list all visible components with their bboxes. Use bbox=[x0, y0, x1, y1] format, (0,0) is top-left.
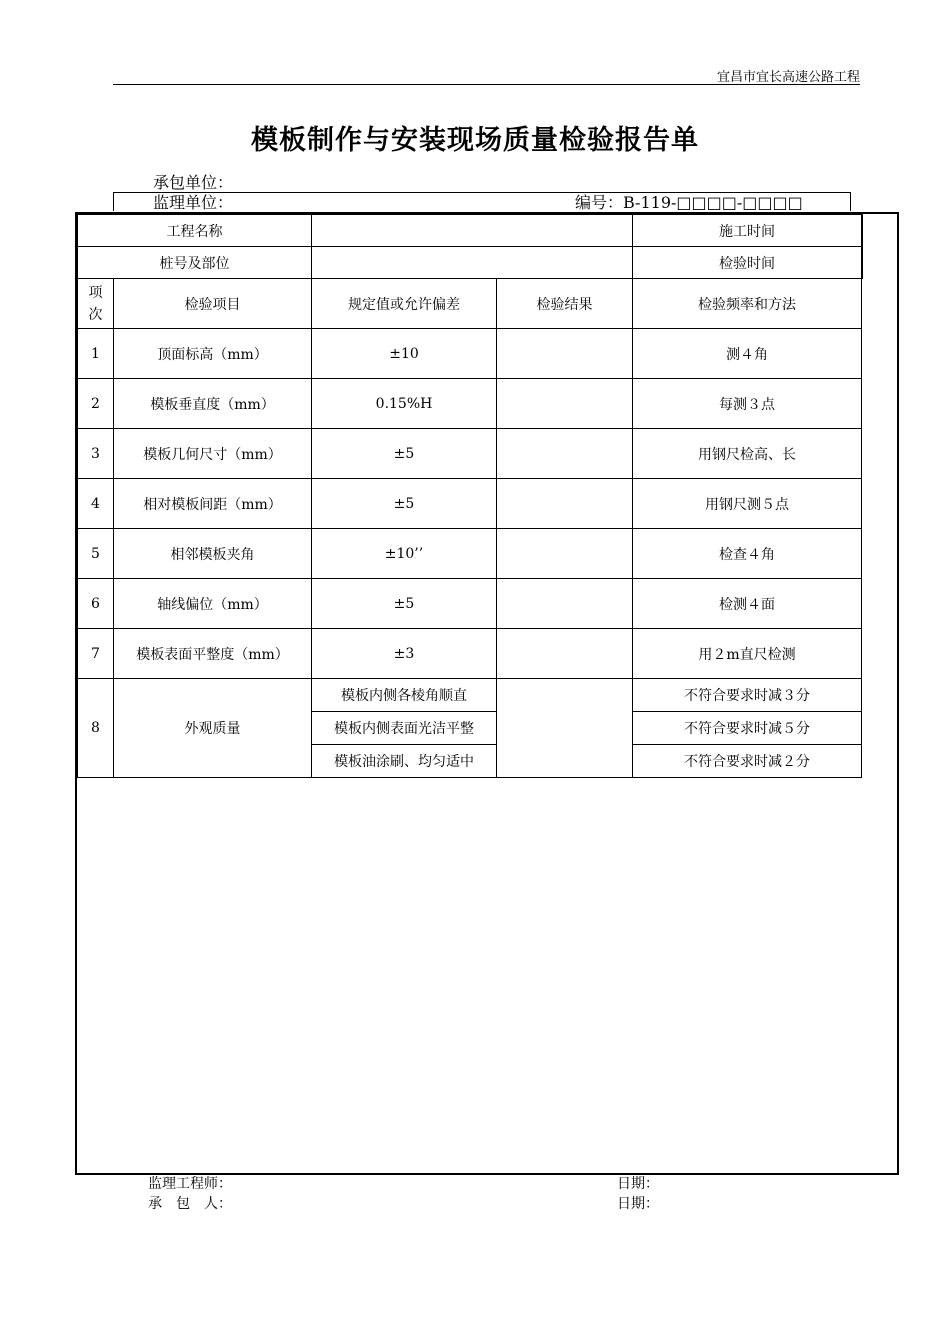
row-method: 用２m直尺检测 bbox=[633, 629, 862, 679]
inspection-time-label: 检验时间 bbox=[633, 247, 862, 279]
info-row-station bbox=[78, 247, 863, 279]
contractor-signature-label: 承 包 人： bbox=[148, 1196, 232, 1212]
table-row bbox=[78, 629, 863, 679]
appearance-no: 8 bbox=[78, 679, 114, 778]
row-method: 每测３点 bbox=[633, 379, 862, 429]
row-tolerance: ±5 bbox=[312, 579, 497, 629]
inspection-time-value[interactable] bbox=[862, 247, 863, 279]
project-name-label: 工程名称 bbox=[78, 215, 312, 247]
row-result[interactable] bbox=[497, 529, 633, 579]
col-item-no: 项次 bbox=[78, 279, 114, 329]
row-item: 轴线偏位（mm） bbox=[114, 579, 312, 629]
row-tolerance: 0.15%H bbox=[312, 379, 497, 429]
row-no: 2 bbox=[78, 379, 114, 429]
appearance-item: 外观质量 bbox=[114, 679, 312, 778]
appearance-penalty: 不符合要求时减３分 bbox=[633, 679, 862, 712]
appearance-requirement: 模板内侧各棱角顺直 bbox=[312, 679, 497, 712]
row-method: 测４角 bbox=[633, 329, 862, 379]
construction-time-label: 施工时间 bbox=[633, 215, 862, 247]
row-result[interactable] bbox=[497, 379, 633, 429]
row-method: 用钢尺检高、长 bbox=[633, 429, 862, 479]
row-result[interactable] bbox=[497, 329, 633, 379]
row-tolerance: ±5 bbox=[312, 479, 497, 529]
row-item: 模板垂直度（mm） bbox=[114, 379, 312, 429]
row-result[interactable] bbox=[497, 629, 633, 679]
table-row bbox=[78, 329, 863, 379]
table-row bbox=[78, 529, 863, 579]
col-result: 检验结果 bbox=[497, 279, 633, 329]
row-tolerance: ±5 bbox=[312, 429, 497, 479]
document-title: 模板制作与安装现场质量检验报告单 bbox=[251, 125, 699, 156]
row-item: 模板几何尺寸（mm） bbox=[114, 429, 312, 479]
row-item: 模板表面平整度（mm） bbox=[114, 629, 312, 679]
row-tolerance: ±10’’ bbox=[312, 529, 497, 579]
row-result[interactable] bbox=[497, 479, 633, 529]
row-method: 检查４角 bbox=[633, 529, 862, 579]
row-no: 1 bbox=[78, 329, 114, 379]
row-tolerance: ±3 bbox=[312, 629, 497, 679]
row-no: 3 bbox=[78, 429, 114, 479]
construction-time-value[interactable] bbox=[862, 215, 863, 247]
inspection-table bbox=[77, 214, 863, 778]
row-tolerance: ±10 bbox=[312, 329, 497, 379]
appearance-requirement: 模板内侧表面光洁平整 bbox=[312, 712, 497, 745]
appearance-result[interactable] bbox=[497, 679, 633, 778]
row-no: 6 bbox=[78, 579, 114, 629]
appearance-requirement: 模板油涂刷、均匀适中 bbox=[312, 745, 497, 778]
contractor-unit-label: 承包单位： bbox=[153, 173, 234, 192]
row-no: 4 bbox=[78, 479, 114, 529]
table-row bbox=[78, 579, 863, 629]
appearance-penalty: 不符合要求时减５分 bbox=[633, 712, 862, 745]
form-code: 编号：B-119-□□□□-□□□□ bbox=[575, 193, 803, 212]
header-project-name: 宜昌市宜长高速公路工程 bbox=[716, 70, 860, 85]
table-row bbox=[78, 379, 863, 429]
table-row bbox=[78, 429, 863, 479]
appearance-row bbox=[78, 679, 863, 712]
row-no: 7 bbox=[78, 629, 114, 679]
supervisor-unit-label: 监理单位： bbox=[153, 193, 234, 212]
engineer-date-label: 日期： bbox=[617, 1176, 659, 1192]
contractor-date-label: 日期： bbox=[617, 1196, 659, 1212]
station-value[interactable] bbox=[312, 247, 633, 279]
column-header-row bbox=[78, 279, 863, 329]
col-item: 检验项目 bbox=[114, 279, 312, 329]
col-method: 检验频率和方法 bbox=[633, 279, 862, 329]
engineer-signature-label: 监理工程师： bbox=[148, 1176, 232, 1192]
header-rule bbox=[113, 84, 860, 85]
info-row-project bbox=[78, 215, 863, 247]
row-item: 相对模板间距（mm） bbox=[114, 479, 312, 529]
col-tolerance: 规定值或允许偏差 bbox=[312, 279, 497, 329]
row-item: 相邻模板夹角 bbox=[114, 529, 312, 579]
row-no: 5 bbox=[78, 529, 114, 579]
appearance-penalty: 不符合要求时减２分 bbox=[633, 745, 862, 778]
row-result[interactable] bbox=[497, 579, 633, 629]
station-label: 桩号及部位 bbox=[78, 247, 312, 279]
table-row bbox=[78, 479, 863, 529]
row-result[interactable] bbox=[497, 429, 633, 479]
project-name-value[interactable] bbox=[312, 215, 633, 247]
row-method: 检测４面 bbox=[633, 579, 862, 629]
row-method: 用钢尺测５点 bbox=[633, 479, 862, 529]
row-item: 顶面标高（mm） bbox=[114, 329, 312, 379]
